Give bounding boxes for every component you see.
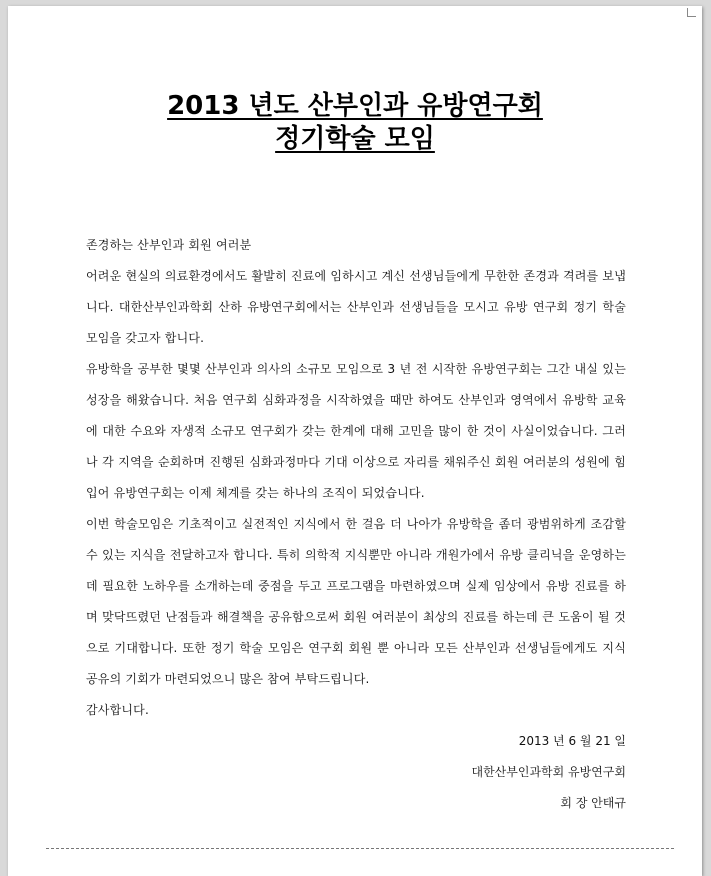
title-line-1: 2013 년도 산부인과 유방연구회 bbox=[167, 91, 543, 121]
greeting: 존경하는 산부인과 회원 여러분 bbox=[86, 238, 252, 252]
paragraph-2: 유방학을 공부한 몇몇 산부인과 의사의 소규모 모임으로 3 년 전 시작한 유방연구회는 그간 내실 있는 성장을 해왔습니다. 처음 연구회 심화과정을 시작하였을 때만 하여도 산부인과 영역에서 유방학 교육에 대한 수요와 자생적 소규모 연구회가 갖는 한계에 대해 고민을 많이 한 것이 사실이었습니다. 그러나 각 지역을 순회하며 진행된 심화과정마다 기대 이상으로 자리를 채워주신 회원 여러분의 성원에 힘입어 유방연구회는 이제 체계를 갖는 하나의 조직이 되었습니다. bbox=[86, 362, 626, 500]
paragraph-1: 어려운 현실의 의료환경에서도 활발히 진료에 임하시고 계신 선생님들에게 무한한 존경과 격려를 보냅니다. 대한산부인과학회 산하 유방연구회에서는 산부인과 선생님들을 모시고 유방 연구회 정기 학술 모임을 갖고자 합니다. bbox=[86, 269, 626, 345]
page-break-divider bbox=[46, 848, 674, 849]
document-title bbox=[8, 90, 702, 156]
document-page bbox=[8, 6, 702, 876]
letter-body bbox=[86, 230, 626, 819]
closing: 감사합니다. bbox=[86, 703, 149, 717]
page-corner-mark bbox=[687, 8, 696, 17]
organization-name: 대한산부인과학회 유방연구회 bbox=[471, 765, 626, 779]
signatory: 회 장 안태규 bbox=[560, 796, 626, 810]
letter-date: 2013 년 6 월 21 일 bbox=[518, 734, 626, 748]
paragraph-3: 이번 학술모임은 기초적이고 실전적인 지식에서 한 걸음 더 나아가 유방학을 좀더 광범위하게 조감할 수 있는 지식을 전달하고자 합니다. 특히 의학적 지식뿐만 아니라 개원가에서 유방 클리닉을 운영하는데 필요한 노하우를 소개하는데 중점을 두고 프로그램을 마련하였으며 실제 임상에서 유방 진료를 하며 맞닥뜨렸던 난점들과 해결책을 공유함으로써 회원 여러분이 최상의 진료를 하는데 큰 도움이 될 것으로 기대합니다. 또한 정기 학술 모임은 연구회 회원 뿐 아니라 모든 산부인과 선생님들에게도 지식 공유의 기회가 마련되었으니 많은 참여 부탁드립니다. bbox=[86, 517, 626, 686]
title-line-2: 정기학술 모임 bbox=[275, 124, 435, 154]
